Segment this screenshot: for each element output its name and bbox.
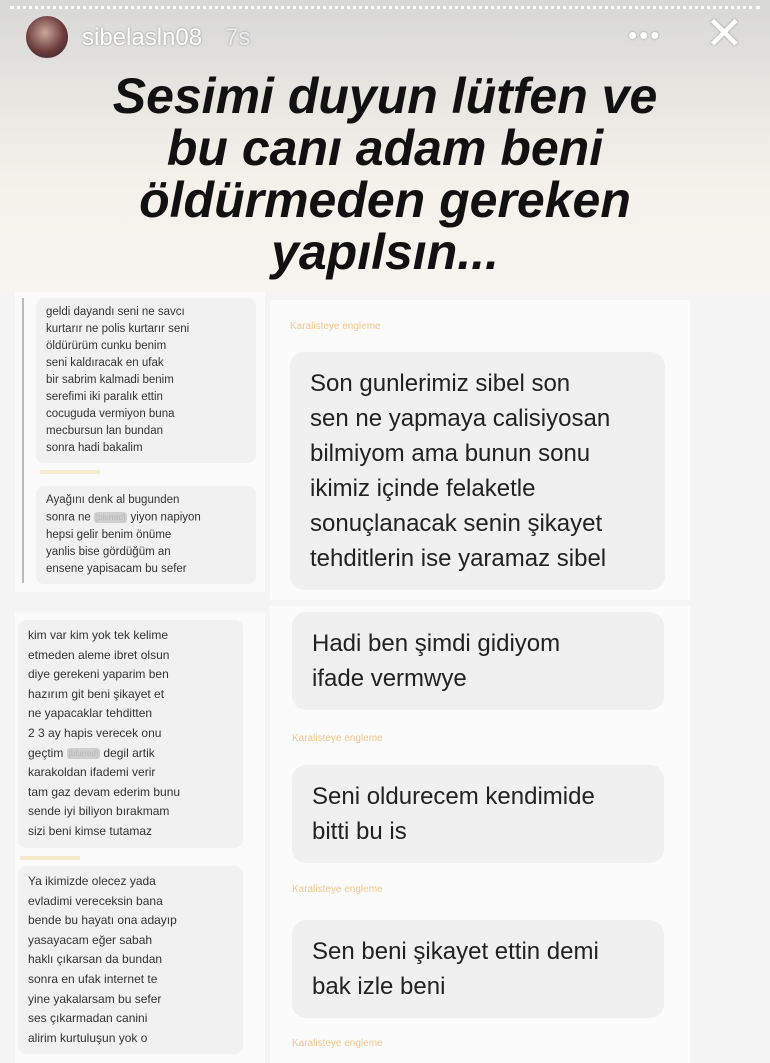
message-line: bende bu hayatı ona adayıp bbox=[28, 913, 177, 928]
blacklist-label: Karalisteye engleme bbox=[292, 884, 383, 895]
more-options-icon[interactable]: ••• bbox=[628, 20, 662, 50]
message-line: sende iyi biliyon bırakmam bbox=[28, 804, 170, 819]
message-bubble: Son gunlerimiz sibel son sen ne yapmaya calisiyosan bilmiyom ama bunun sonu ikimiz içinde felaketle sonuçlanacak senin şikayet tehditlerin ise yaramaz sibel bbox=[290, 352, 665, 590]
message-line: yine yakalarsam bu sefer bbox=[28, 991, 162, 1006]
story-headline bbox=[0, 70, 770, 278]
username[interactable]: sibelasln08 bbox=[82, 24, 203, 51]
message-line: kurtarır ne polis kurtarır seni bbox=[46, 323, 190, 335]
message-bubble bbox=[36, 298, 256, 463]
message-line: sonra hadi bakalim bbox=[46, 442, 143, 454]
message-line: geldi dayandı seni ne savcı bbox=[46, 306, 185, 318]
blacklist-label: Karalisteye engleme bbox=[292, 733, 383, 744]
redacted-blur: [blurred] bbox=[95, 513, 126, 522]
headline-line: yapılsın... bbox=[271, 224, 499, 280]
redacted-blur: [blurred] bbox=[68, 748, 99, 758]
message-line: 2 3 ay hapis verecek onu bbox=[28, 725, 162, 740]
story-header bbox=[0, 0, 770, 292]
message-line: tam gaz devam ederim bunu bbox=[28, 784, 181, 799]
message-bubble: Hadi ben şimdi gidiyom ifade vermwye bbox=[292, 612, 664, 710]
message-line: ensene yapisacam bu sefer bbox=[46, 562, 187, 575]
message-bubble: Seni oldurecem kendimide bitti bu is bbox=[292, 765, 664, 863]
message-line: geçtim [blurred] degil artik bbox=[28, 745, 155, 760]
message-line: sonra en ufak internet te bbox=[28, 971, 158, 986]
message-line: hazırım git beni şikayet et bbox=[28, 686, 165, 701]
message-bubble bbox=[36, 486, 256, 584]
message-line: yasayacam eğer sabah bbox=[28, 932, 153, 947]
message-line: ses çıkarmadan canini bbox=[28, 1011, 148, 1026]
headline-line: Sesimi duyun lütfen ve bbox=[112, 68, 658, 124]
message-line: sizi beni kimse tutamaz bbox=[28, 823, 153, 838]
message-line: evladimi vereceksin bana bbox=[28, 893, 163, 908]
headline-line: öldürmeden gereken bbox=[139, 172, 631, 228]
close-icon[interactable]: ✕ bbox=[705, 7, 744, 59]
story-time: 7s bbox=[225, 24, 251, 51]
message-line: karakoldan ifademi verir bbox=[28, 765, 156, 780]
blacklist-label: Karalisteye engleme bbox=[292, 1038, 383, 1049]
message-line: kim var kim yok tek kelime bbox=[28, 628, 169, 642]
message-line: seni kaldıracak en ufak bbox=[46, 357, 164, 369]
message-bubble: Sen beni şikayet ettin demi bak izle beni bbox=[292, 920, 664, 1018]
message-line: hepsi gelir benim önüme bbox=[46, 528, 172, 541]
message-line: serefimi iki paralık ettin bbox=[46, 391, 163, 403]
story-progress-bar bbox=[10, 6, 760, 9]
message-line: yanlis bise gördüğüm an bbox=[46, 545, 171, 558]
message-line: etmeden aleme ibret olsun bbox=[28, 647, 170, 662]
message-line: ne yapacaklar tehditten bbox=[28, 706, 153, 721]
message-line: mecbursun lan bundan bbox=[46, 425, 163, 437]
blacklist-label: Karalisteye engleme bbox=[290, 321, 381, 332]
message-line: diye gerekeni yaparim ben bbox=[28, 667, 169, 682]
message-line: Ya ikimizde olecez yada bbox=[28, 874, 156, 888]
blacklist-label bbox=[40, 470, 100, 474]
message-line: cocuguda vermiyon buna bbox=[46, 408, 175, 420]
divider bbox=[22, 298, 24, 583]
message-line: öldürürüm cunku benim bbox=[46, 340, 167, 352]
message-line: alirim kurtuluşun yok o bbox=[28, 1030, 148, 1045]
message-line: Ayağını denk al bugunden bbox=[46, 494, 180, 506]
message-line: haklı çıkarsan da bundan bbox=[28, 952, 163, 967]
message-line: sonra ne [blurred] yiyon napiyon bbox=[46, 511, 201, 524]
headline-line: bu canı adam beni bbox=[166, 120, 604, 176]
message-line: bir sabrim kalmadi benim bbox=[46, 374, 174, 386]
avatar[interactable] bbox=[24, 14, 70, 60]
message-bubble bbox=[18, 620, 243, 848]
message-bubble bbox=[18, 866, 243, 1054]
blacklist-label bbox=[20, 856, 80, 860]
